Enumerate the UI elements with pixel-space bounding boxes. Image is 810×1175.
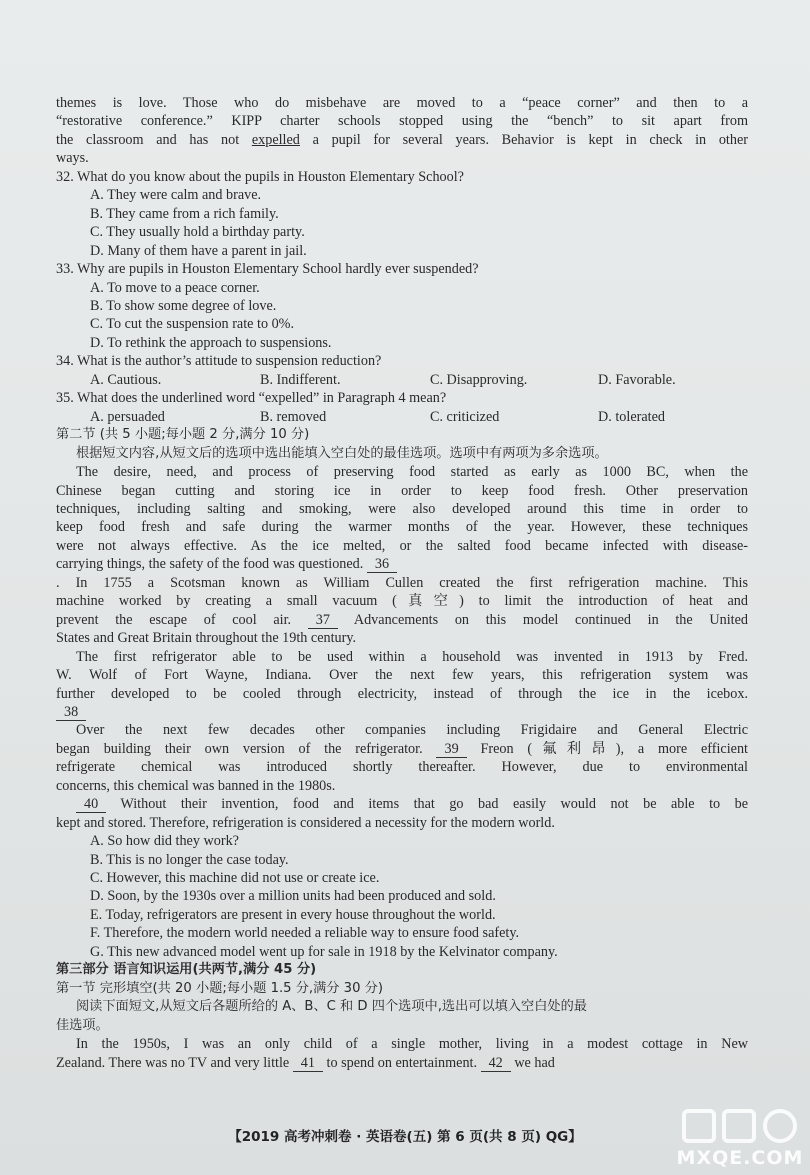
passage-line <box>56 703 748 721</box>
q34-option-d: D. Favorable. <box>598 371 676 388</box>
q35-options-row <box>56 408 748 426</box>
q34-options-row <box>56 371 748 389</box>
q33-option-b: B. To show some degree of love. <box>90 297 277 314</box>
question-34-stem: 34. What is the author’s attitude to suspension reduction? <box>56 353 382 370</box>
text-run: began building their own version of the refrigerator. <box>56 740 423 757</box>
q33-option-d: D. To rethink the approach to suspensions. <box>90 334 332 351</box>
passage-line: techniques, including salting and smoking, were also developed around this time in order to <box>56 500 748 517</box>
option-c: C. However, this machine did not use or create ice. <box>90 870 380 887</box>
q35-option-a: A. persuaded <box>90 408 165 425</box>
text-run: Without their invention, food and items that go bad easily would not be able to be <box>106 796 748 813</box>
option-a: A. So how did they work? <box>90 833 239 850</box>
passage-line <box>56 555 748 573</box>
passage-b-line <box>56 131 748 149</box>
passage-line: W. Wolf of Fort Wayne, Indiana. Over the next few years, this refrigeration system was <box>56 667 748 684</box>
passage-line: further developed to be cooled through electricity, instead of through the ice in the icebox. <box>56 685 748 702</box>
q32-option-a: A. They were calm and brave. <box>90 187 262 204</box>
text-run: Advancements on this model continued in the United <box>337 611 748 628</box>
text-run: we had <box>510 1054 555 1071</box>
passage-line <box>56 740 748 758</box>
q33-option-c: C. To cut the suspension rate to 0%. <box>90 316 295 333</box>
q32-option-b: B. They came from a rich family. <box>90 205 279 222</box>
text-run: carrying things, the safety of the food was questioned. <box>56 556 364 573</box>
option-b: B. This is no longer the case today. <box>90 851 289 868</box>
q35-option-d: D. tolerated <box>598 408 665 425</box>
q35-option-c: C. criticized <box>430 408 500 425</box>
passage-line: Over the next few decades other companies including Frigidaire and General Electric <box>76 722 748 739</box>
passage-line: were not always effective. As the ice melted, or the salted food became infected with disease- <box>56 537 748 554</box>
passage-line: The first refrigerator able to be used within a household was invented in 1913 by Fred. <box>76 648 748 665</box>
option-g: G. This new advanced model went up for sale in 1918 by the Kelvinator company. <box>90 943 558 960</box>
cloze-instruction-cont: 佳选项。 <box>56 1017 109 1033</box>
blank-41: 41 <box>293 1056 323 1072</box>
question-33-stem: 33. Why are pupils in Houston Elementary School hardly ever suspended? <box>56 261 479 278</box>
section-2-instruction: 根据短文内容,从短文后的选项中选出能填入空白处的最佳选项。选项中有两项为多余选项。 <box>76 445 608 461</box>
underlined-word-expelled: expelled <box>251 131 300 148</box>
part-3-heading: 第三部分 语言知识运用(共两节,满分 45 分) <box>56 962 317 978</box>
q32-option-c: C. They usually hold a birthday party. <box>90 224 305 241</box>
passage-line: States and Great Britain throughout the 19th century. <box>56 630 357 647</box>
question-32-stem: 32. What do you know about the pupils in Houston Elementary School? <box>56 168 464 185</box>
cloze-line: In the 1950s, I was an only child of a single mother, living in a modest cottage in New <box>76 1036 748 1053</box>
passage-b-line: “restorative conference.” KIPP charter schools stopped using the “bench” to sit apart from <box>56 113 748 130</box>
blank-39: 39 <box>436 742 466 758</box>
passage-line: The desire, need, and process of preserving food started as early as 1000 BC, when the <box>76 464 748 481</box>
passage-b-line: themes is love. Those who do misbehave are moved to a “peace corner” and then to a <box>56 95 748 111</box>
text-run: the classroom and has not <box>56 131 252 148</box>
passage-line: Chinese began cutting and storing ice in order to keep food fresh. Other preservation <box>56 482 748 499</box>
page-content <box>56 94 748 1072</box>
blank-37: 37 <box>308 613 338 629</box>
q32-option-d: D. Many of them have a parent in jail. <box>90 242 307 259</box>
passage-line: kept and stored. Therefore, refrigeration is considered a necessity for the modern world. <box>56 814 555 831</box>
passage-line <box>56 795 748 813</box>
option-f: F. Therefore, the modern world needed a reliable way to ensure food safety. <box>90 925 520 942</box>
q34-option-a: A. Cautious. <box>90 371 162 388</box>
passage-line: concerns, this chemical was banned in the 1980s. <box>56 777 336 794</box>
watermark-text: MXQE.COM <box>676 1147 804 1169</box>
question-35-stem: 35. What does the underlined word “expelled” in Paragraph 4 mean? <box>56 390 447 407</box>
blank-36: 36 <box>367 557 397 573</box>
q34-option-c: C. Disapproving. <box>430 371 528 388</box>
text-run: Freon (氟利昂), a more efficient <box>466 740 748 757</box>
page-footer: 【2019 高考冲刺卷 · 英语卷(五) 第 6 页(共 8 页) QG】 <box>228 1129 582 1145</box>
q35-option-b: B. removed <box>260 408 327 425</box>
passage-b-line: ways. <box>56 150 89 167</box>
watermark-logo <box>676 1103 804 1171</box>
passage-line: machine worked by creating a small vacuum (真空) to limit the introduction of heat and <box>56 593 748 610</box>
blank-38: 38 <box>56 705 86 721</box>
text-run: prevent the escape of cool air. <box>56 611 292 628</box>
q34-option-b: B. Indifferent. <box>260 371 341 388</box>
passage-line <box>56 611 748 629</box>
cloze-instruction: 阅读下面短文,从短文后各题所给的 A、B、C 和 D 四个选项中,选出可以填入空白处的最 <box>76 999 587 1015</box>
section-2-heading: 第二节 (共 5 小题;每小题 2 分,满分 10 分) <box>56 427 310 443</box>
blank-40: 40 <box>76 797 106 813</box>
cloze-line <box>56 1054 748 1072</box>
option-e: E. Today, refrigerators are present in every house throughout the world. <box>90 906 496 923</box>
passage-line: refrigerate chemical was introduced shortly thereafter. However, due to environmental <box>56 759 748 776</box>
watermark-emblem-icon <box>676 1103 804 1151</box>
passage-line: . In 1755 a Scotsman known as William Cullen created the first refrigeration machine. This <box>56 574 748 591</box>
blank-42: 42 <box>481 1056 511 1072</box>
text-run: a pupil for several years. Behavior is kept in check in other <box>299 131 748 148</box>
text-run: to spend on entertainment. <box>322 1054 478 1071</box>
q33-option-a: A. To move to a peace corner. <box>90 279 260 296</box>
text-run: Zealand. There was no TV and very little <box>56 1054 290 1071</box>
passage-line: keep food fresh and safe during the warmer months of the year. However, these techniques <box>56 519 748 536</box>
part-3-section-1-heading: 第一节 完形填空(共 20 小题;每小题 1.5 分,满分 30 分) <box>56 980 383 996</box>
option-d: D. Soon, by the 1930s over a million units had been produced and sold. <box>90 888 496 905</box>
